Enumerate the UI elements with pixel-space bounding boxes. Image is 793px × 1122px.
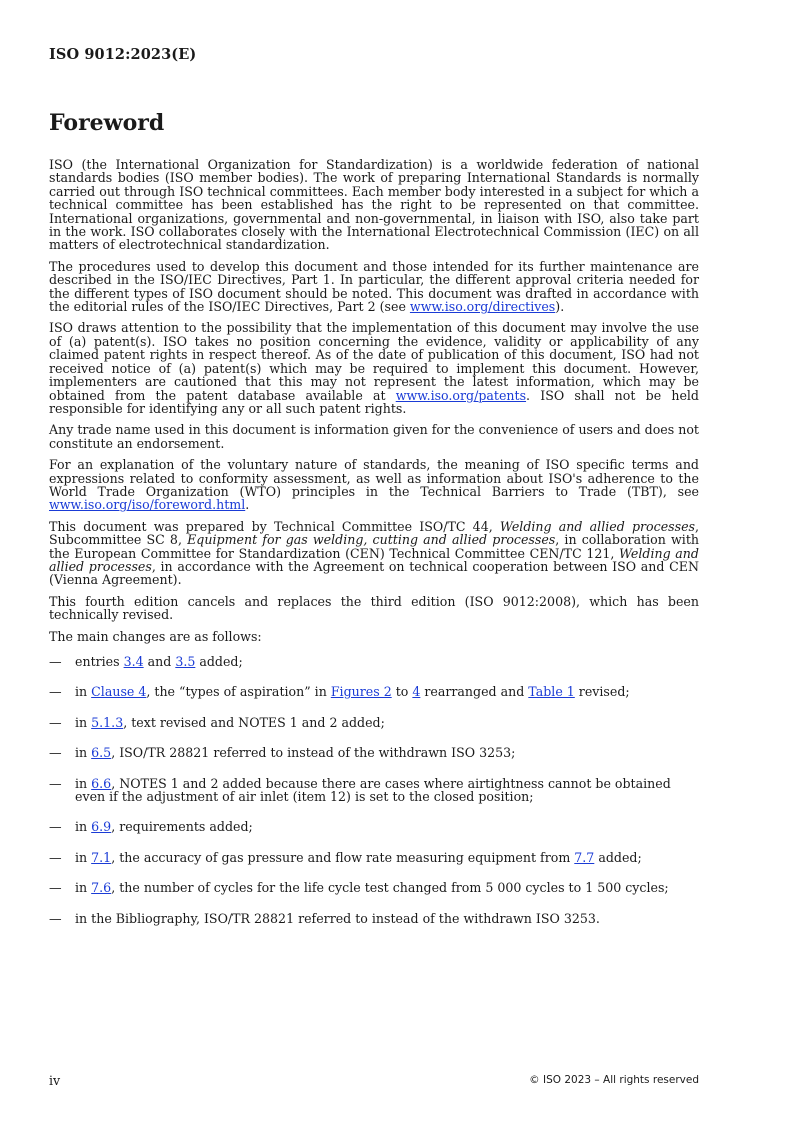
ref-link[interactable]: 3.4	[123, 654, 144, 669]
ref-link[interactable]: Clause 4	[91, 684, 147, 700]
changes-list	[49, 655, 699, 925]
paragraph-edition: This fourth edition cancels and replaces the third edition (ISO 9012:2008), which has been technically revised.	[49, 593, 699, 623]
patents-link[interactable]: www.iso.org/patents	[395, 387, 527, 403]
ref-link[interactable]: Figures 2	[330, 684, 392, 700]
page-number: iv	[49, 1073, 61, 1088]
ref-link[interactable]: 7.1	[91, 849, 112, 865]
dash-bullet: —	[49, 714, 62, 730]
paragraph-committee: This document was prepared by Technical Committee ISO/TC 44, Welding and allied processes, Subcommittee SC 8, Equipment for gas welding, cutting and allied processes, in collaboration with the European Committee for Standardization (CEN) Technical Committee CEN/TC 121, Welding and allied processes, in accordance with the Agreement on technical cooperation between ISO and CEN (Vienna Agreement).	[49, 518, 700, 588]
copyright-notice: © ISO 2023 – All rights reserved	[529, 1074, 699, 1086]
foreword-link[interactable]: www.iso.org/iso/foreword.html	[49, 497, 246, 513]
directives-link[interactable]: www.iso.org/directives	[409, 299, 556, 315]
ref-link[interactable]: 7.7	[574, 849, 595, 865]
paragraph-trade-name: Any trade name used in this document is information given for the convenience of users and does not constitute an endorsement.	[49, 422, 699, 451]
dash-bullet: —	[49, 910, 62, 926]
dash-bullet: —	[49, 819, 62, 835]
dash-bullet: —	[49, 654, 62, 669]
paragraph-iso-intro: ISO (the International Organization for Standardization) is a worldwide federation of national standards bodies (ISO member bodies). The work of preparing International Standards is normally carried out through ISO technical committees. Each member body interested in a subject for which a technical committee has been established has the right to be represented on that committee. International organizations, governmental and non-governmental, in liaison with ISO, also take part in the work. ISO collaborates closely with the International Electrotechnical Commission (IEC) on all matters of electrotechnical standardization.	[49, 157, 699, 253]
ref-link[interactable]: Table 1	[528, 684, 575, 700]
ref-link[interactable]: 5.1.3	[91, 714, 124, 730]
dash-bullet: —	[49, 849, 62, 865]
paragraph-patents: ISO draws attention to the possibility that the implementation of this document may involve the use of (a) patent(s). ISO takes no position concerning the evidence, validity or applicability of any claimed patent rights in respect thereof. As of the date of publication of this document, ISO had not received notice of (a) patent(s) which may be required to implement this document. However, implementers are cautioned that this may not represent the latest information, which may be obtained from the patent database available at www.iso.org/patents. ISO shall not be held responsible for identifying any or all such patent rights.	[49, 320, 699, 416]
list-item: — entries 3.4 and 3.5 added;	[49, 654, 243, 669]
ref-link[interactable]: 6.6	[91, 775, 112, 791]
list-item: — in 7.1, the accuracy of gas pressure and flow rate measuring equipment from 7.7 added;	[49, 849, 642, 865]
dash-bullet: —	[49, 745, 62, 761]
ref-link[interactable]: 4	[412, 684, 421, 700]
list-item: — in 7.6, the number of cycles for the life cycle test changed from 5 000 cycles to 1 500 cycles;	[49, 880, 669, 896]
ref-link[interactable]: 6.5	[91, 745, 112, 761]
foreword-body	[49, 158, 699, 942]
ref-link[interactable]: 3.5	[175, 654, 196, 669]
list-item: — in 6.9, requirements added;	[49, 819, 253, 835]
list-item: — in Clause 4, the “types of aspiration” in Figures 2 to 4 rearranged and Table 1 revised;	[49, 684, 630, 700]
list-item: — in 6.5, ISO/TR 28821 referred to instead of the withdrawn ISO 3253;	[49, 745, 516, 761]
list-item: — in 6.6, NOTES 1 and 2 added because there are cases where airtightness cannot be obtained even if the adjustment of air inlet (item 12) is set to the closed position;	[49, 775, 671, 805]
ref-link[interactable]: 7.6	[91, 880, 112, 896]
paragraph-procedures: The procedures used to develop this document and those intended for its further maintenance are described in the ISO/IEC Directives, Part 1. In particular, the different approval criteria needed for the different types of ISO document should be noted. This document was drafted in accordance with the editorial rules of the ISO/IEC Directives, Part 2 (see www.iso.org/directives).	[49, 258, 699, 315]
list-item: — in the Bibliography, ISO/TR 28821 referred to instead of the withdrawn ISO 3253.	[49, 910, 600, 926]
paragraph-voluntary-nature: For an explanation of the voluntary nature of standards, the meaning of ISO specific terms and expressions related to conformity assessment, as well as information about ISO's adherence to the World Trade Organization (WTO) principles in the Technical Barriers to Trade (TBT), see www.iso.org/iso/foreword.html.	[49, 457, 699, 513]
page-title: Foreword	[49, 110, 165, 136]
document-id: ISO 9012:2023(E)	[49, 46, 197, 63]
paragraph-main-changes: The main changes are as follows:	[49, 628, 262, 644]
list-item: — in 5.1.3, text revised and NOTES 1 and 2 added;	[49, 714, 385, 730]
dash-bullet: —	[49, 775, 62, 791]
dash-bullet: —	[49, 880, 62, 896]
ref-link[interactable]: 6.9	[91, 819, 112, 835]
dash-bullet: —	[49, 684, 62, 700]
